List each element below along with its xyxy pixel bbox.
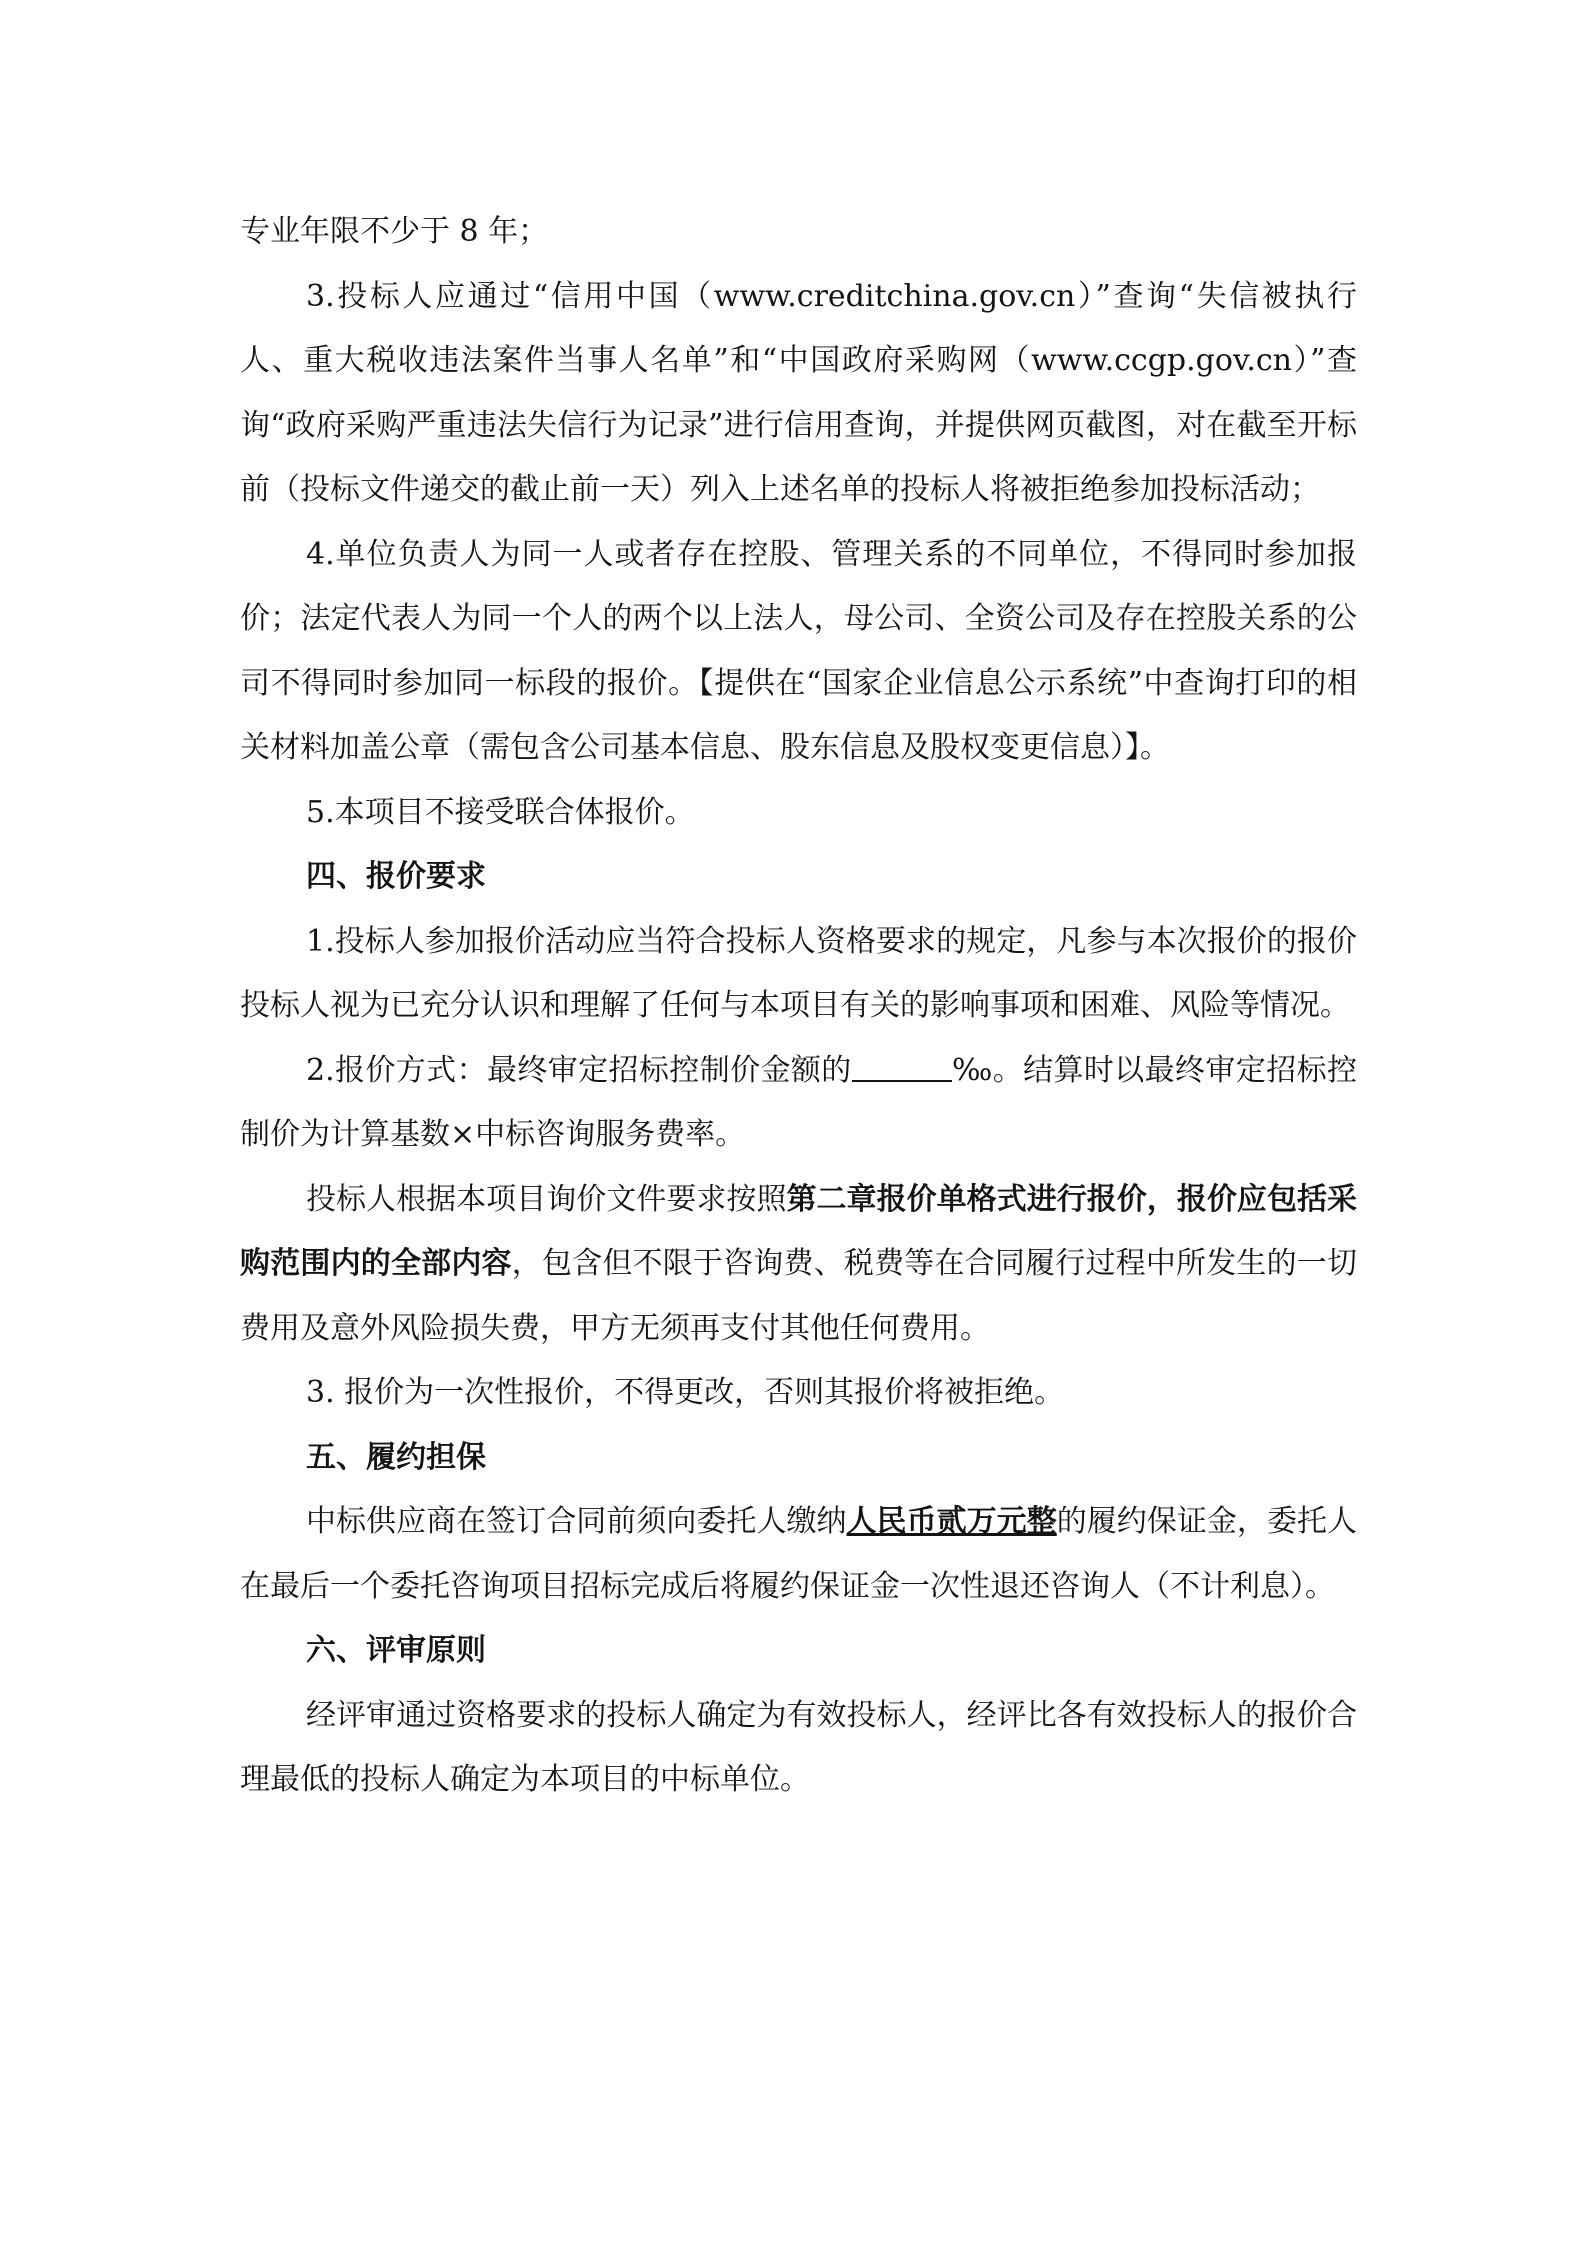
paragraph-no-consortium: 5.本项目不接受联合体报价。 — [306, 794, 695, 830]
deposit-amount: 人民币贰万元整 — [846, 1504, 1057, 1539]
quote-format-text: 投标人根据本项目询价文件要求按照 — [306, 1181, 787, 1217]
quote-method-text-2: ‰。结算时以最终审定招标控制价为计算基数×中标咨询服务费率。 — [240, 1052, 1357, 1152]
deposit-text: 中标供应商在签订合同前须向委托人缴纳 — [306, 1504, 847, 1539]
fee-rate-blank — [852, 1050, 952, 1082]
section-heading-evaluation-principle: 六、评审原则 — [306, 1633, 486, 1668]
paragraph-one-time-quote: 3. 报价为一次性报价，不得更改，否则其报价将被拒绝。 — [306, 1375, 1065, 1410]
paragraph-qualification-years: 专业年限不少于 8 年； — [240, 214, 549, 249]
quote-method-text: 2.报价方式：最终审定招标控制价金额的 — [306, 1052, 852, 1088]
quote-format-bold: 第二章报价单格式进行报价，报价应包括采购范围内的全部内容 — [240, 1181, 1358, 1281]
paragraph-quote-eligibility: 1.投标人参加报价活动应当符合投标人资格要求的规定，凡参与本次报价的报价投标人视为已充分认识和理解了任何与本项目有关的影响事项和困难、风险等情况。 — [240, 923, 1357, 1023]
section-heading-performance-guarantee: 五、履约担保 — [306, 1439, 486, 1475]
paragraph-unit-relationship: 4.单位负责人为同一人或者存在控股、管理关系的不同单位，不得同时参加报价；法定代表人为同一个人的两个以上法人，母公司、全资公司及存在控股关系的公司不得同时参加同一标段的报价。【提供在“国家企业信息公示系统”中查询打印的相关材料加盖公章（需包含公司基本信息、股东信息及股权变更信息）】。 — [240, 536, 1357, 765]
paragraph-quote-format — [240, 1168, 1357, 1362]
paragraph-credit-check: 3.投标人应通过“信用中国（www.creditchina.gov.cn）”查询“失信被执行人、重大税收违法案件当事人名单”和“中国政府采购网（www.ccgp.gov.cn）”查询“政府采购严重违法失信行为记录”进行信用查询，并提供网页截图，对在截至开标前（投标文件递交的截止前一天）列入上述名单的投标人将被拒绝参加投标活动； — [240, 278, 1357, 507]
deposit-text-2: 的履约保证金，委托人在最后一个委托咨询项目招标完成后将履约保证金一次性退还咨询人（不计利息）。 — [240, 1504, 1358, 1604]
paragraph-evaluation: 经评审通过资格要求的投标人确定为有效投标人，经评比各有效投标人的报价合理最低的投标人确定为本项目的中标单位。 — [240, 1697, 1357, 1797]
paragraph-quote-method — [240, 1039, 1357, 1168]
paragraph-performance-deposit — [240, 1490, 1357, 1619]
quote-format-text-2: ，包含但不限于咨询费、税费等在合同履行过程中所发生的一切费用及意外风险损失费，甲方无须再支付其他任何费用。 — [240, 1246, 1357, 1346]
section-heading-quote-requirements: 四、报价要求 — [306, 859, 486, 894]
